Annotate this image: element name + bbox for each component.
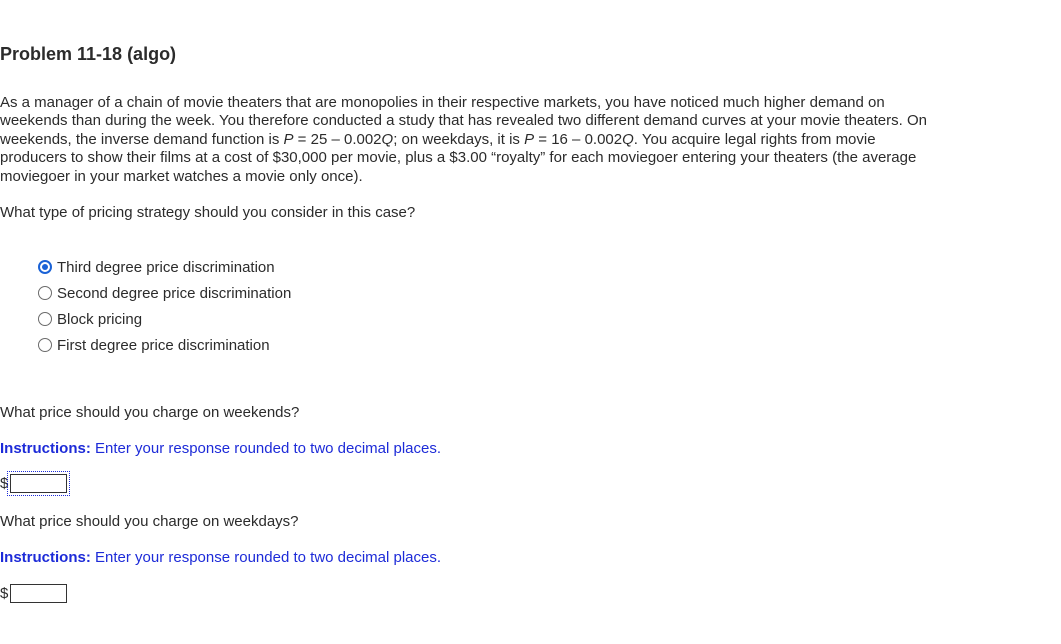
option-label: Block pricing [57,310,143,328]
weekend-price-input[interactable] [10,474,67,493]
option-second-degree[interactable] [38,280,291,306]
variable-p-weekday: P [524,130,535,148]
question-pricing-strategy: What type of pricing strategy should you consider in this case? [0,204,416,221]
currency-symbol: $ [0,585,9,602]
instructions-weekday [0,548,441,568]
question-weekday-price: What price should you charge on weekdays? [0,513,299,530]
option-label: First degree price discrimination [57,336,270,354]
radio-button[interactable] [38,286,52,300]
currency-symbol: $ [0,475,9,492]
problem-statement [0,94,940,186]
problem-text-part4: = 16 – 0.002 [534,130,623,148]
problem-title: Problem 11-18 (algo) [0,44,177,64]
problem-text-part5: . You acquire legal rights from movie producers to show their films at a cost of $30,000 per movie, plus a $3.00 “royalty” for each moviegoer entering your theaters (the average moviegoer in your market watches a movie only once). [0,130,917,185]
problem-text-part2: = 25 – 0.002 [293,130,382,148]
weekday-price-input[interactable] [10,584,67,603]
radio-button[interactable] [38,338,52,352]
radio-button[interactable] [38,312,52,326]
pricing-strategy-options [38,254,291,358]
instructions-weekend [0,439,441,459]
variable-q-weekday: Q [622,130,634,148]
weekday-answer-row [0,584,67,603]
variable-q-weekend: Q [381,130,394,148]
instructions-text: Enter your response rounded to two decimal places. [90,549,442,566]
option-third-degree[interactable] [38,254,291,280]
option-block-pricing[interactable] [38,306,291,332]
instructions-label: Instructions: [0,549,91,566]
option-label: Second degree price discrimination [57,284,292,302]
variable-p-weekend: P [283,130,294,148]
problem-text-part3: ; on weekdays, it is [393,130,525,148]
problem-text-part1: As a manager of a chain of movie theaters that are monopolies in their respective markets, you have noticed much higher demand on weekends than during the week. You therefore conducted a study that has revealed two different demand curves at your movie theaters. On weekends, the inverse demand function is [0,94,927,148]
weekend-answer-row [0,474,67,493]
instructions-text: Enter your response rounded to two decimal places. [90,440,442,457]
radio-button-selected[interactable] [38,260,52,274]
question-weekend-price: What price should you charge on weekends? [0,404,300,421]
option-first-degree[interactable] [38,332,291,358]
instructions-label: Instructions: [0,440,91,457]
option-label: Third degree price discrimination [57,258,275,276]
